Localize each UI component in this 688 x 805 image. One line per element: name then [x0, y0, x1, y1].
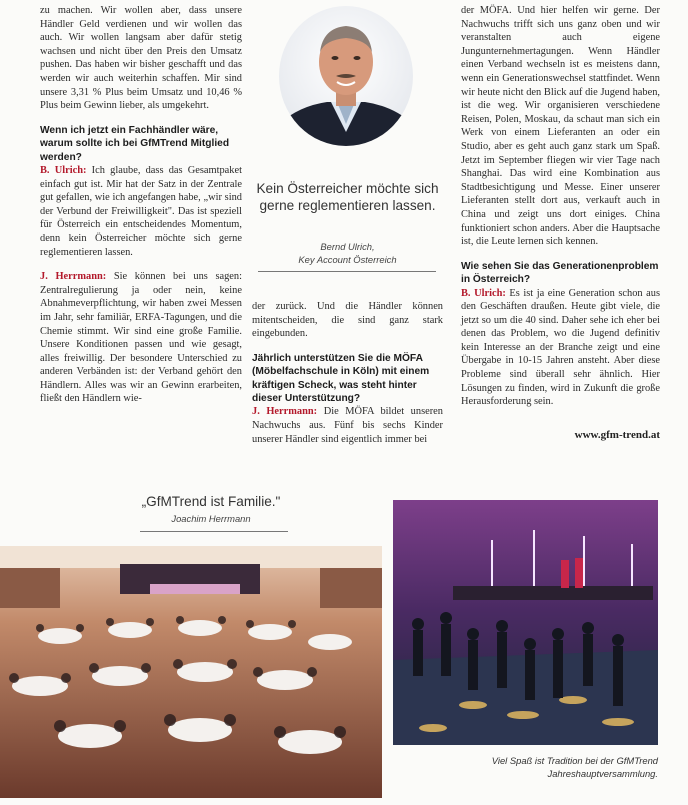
answer-paragraph	[461, 287, 660, 409]
paragraph: zu machen. Wir wollen aber, dass unsere Händler Geld verdienen und wir wollen das auch. Wir wollen langsam aber dafür stetig wachsen und nicht über den Preis den Umsatz pushen. Das haben wir bisher geschafft und das werden wir auch weiterhin schaffen. Mir sind unsere 3,31 % Plus beim Umsatz und 10,46 % Plus beim Gewinn lieber, als umgekehrt.	[40, 5, 242, 112]
article-column-3	[461, 4, 660, 409]
caption-line: Jahreshauptversammlung.	[547, 767, 658, 779]
answer-text: Die MÖFA bildet unseren Nachwuchs aus. Fünf bis sechs Kinder unserer Händler sind eigentlich immer bei	[252, 406, 443, 445]
paragraph: der zurück. Und die Händler können mitentscheiden, die sind ganz stark eingebunden.	[252, 301, 443, 340]
article-column-2	[252, 300, 443, 446]
quote-author: Joachim Herrmann	[171, 513, 251, 524]
pull-quote-attribution	[252, 241, 443, 266]
interview-question: Wie sehen Sie das Generationenproblem in Österreich?	[461, 260, 659, 286]
divider	[258, 271, 436, 272]
speaker-label: B. Ulrich:	[461, 287, 506, 299]
website-link[interactable]: www.gfm-trend.at	[574, 429, 660, 441]
answer-text: Sie können bei uns sagen: Zentralregulierung ja oder nein, keine Abnahmeverpflichtung, wir haben zwei Messen im Jahr, sehr familiär, ERFA-Tagungen, und die Chemie stimmt. Wir sind eine große Familie. Unsere Konditionen passen und wie gesagt, alles freiwillig. Der besondere Unterschied zu anderen Verbänden ist: der Verband gehört den Händlern. Alles was wir an Gewinn erarbeiten, fließt den Händlern wie-	[40, 271, 242, 405]
quote-author: Bernd Ulrich,	[320, 241, 375, 252]
answer-paragraph	[40, 270, 242, 406]
paragraph: der MÖFA. Und hier helfen wir gerne. Der Nachwuchs trifft sich uns ganz oben und wir veranstalten auch eigene Jungunternehmertagungen. Wenn Händler einen Verband wechseln ist es meistens dann, wenn ein Generationswechsel stattfindet. Wenn wir heute nicht den Blick auf die Jugend haben, ist die weg. Wir organisieren verschiedene Reisen, Polen, Moskau, da schaut man sich ein Werk von einem Lieferanten an oder ein Studio, aber es geht auch ganz stark um Spaß. Jetzt im September fliegen wir vier Tage nach Shanghai. Das wird eine Kombination aus Stadtbesichtigung und Messe. Einer unserer Lieferanten stellt dort aus, verkauft auch in China und zeigt uns dort einiges. China funktioniert schon anders. Aber die Hauptsache ist, die Leute lernen sich kennen.	[461, 5, 660, 248]
pull-quote: Kein Österreicher möchte sich gerne reglementieren lassen.	[256, 181, 439, 213]
answer-paragraph	[252, 405, 443, 446]
speaker-label: J. Herrmann:	[252, 406, 318, 418]
party-photo	[393, 500, 658, 745]
divider	[140, 531, 288, 532]
quote-author-role: Key Account Österreich	[298, 253, 397, 265]
speaker-label: B. Ulrich:	[40, 164, 87, 176]
speaker-label: J. Herrmann:	[40, 271, 107, 283]
caption-line: Viel Spaß ist Tradition bei der GfMTrend	[491, 755, 658, 766]
portrait-photo	[279, 6, 413, 146]
interview-question: Jährlich unterstützen Sie die MÖFA (Möbelfachschule in Köln) mit einem kräftigen Scheck, was steht hinter dieser Unterstützung?	[252, 352, 430, 404]
article-column-1	[40, 4, 242, 406]
interview-question: Wenn ich jetzt ein Fachhändler wäre, warum sollte ich bei GfMTrend Mitglied werden?	[40, 124, 230, 163]
answer-paragraph	[40, 164, 242, 259]
banquet-hall-photo	[0, 546, 382, 798]
photo-caption	[430, 755, 658, 781]
answer-text: Es ist ja eine Generation schon aus den Geschäften draußen. Heute gibt viele, die jetzt so um die 40 sind. Daher sehe ich eher bei denen das Problem, wo die Jugend definitiv kein Interesse an der Branche zeigt und eine Übergabe in 10-15 Jahren ansteht. Aber diese Probleme sind überall sehr ähnlich. Hier Lösungen zu finden, wird in Zukunft die große Herausforderung sein.	[461, 287, 660, 408]
answer-text: Ich glaube, dass das Gesamtpaket einfach gut ist. Mir hat der Satz in der Zentrale gut gefallen, wie ich angefangen habe, „wir sind der Verbund der Freiwilligkeit". Das ist speziell für Österreich ein entscheidendes Momentum, denn kein Österreicher möchte sich gerne reglementieren lassen.	[40, 164, 242, 258]
pull-quote: „GfMTrend ist Familie."	[141, 494, 281, 509]
